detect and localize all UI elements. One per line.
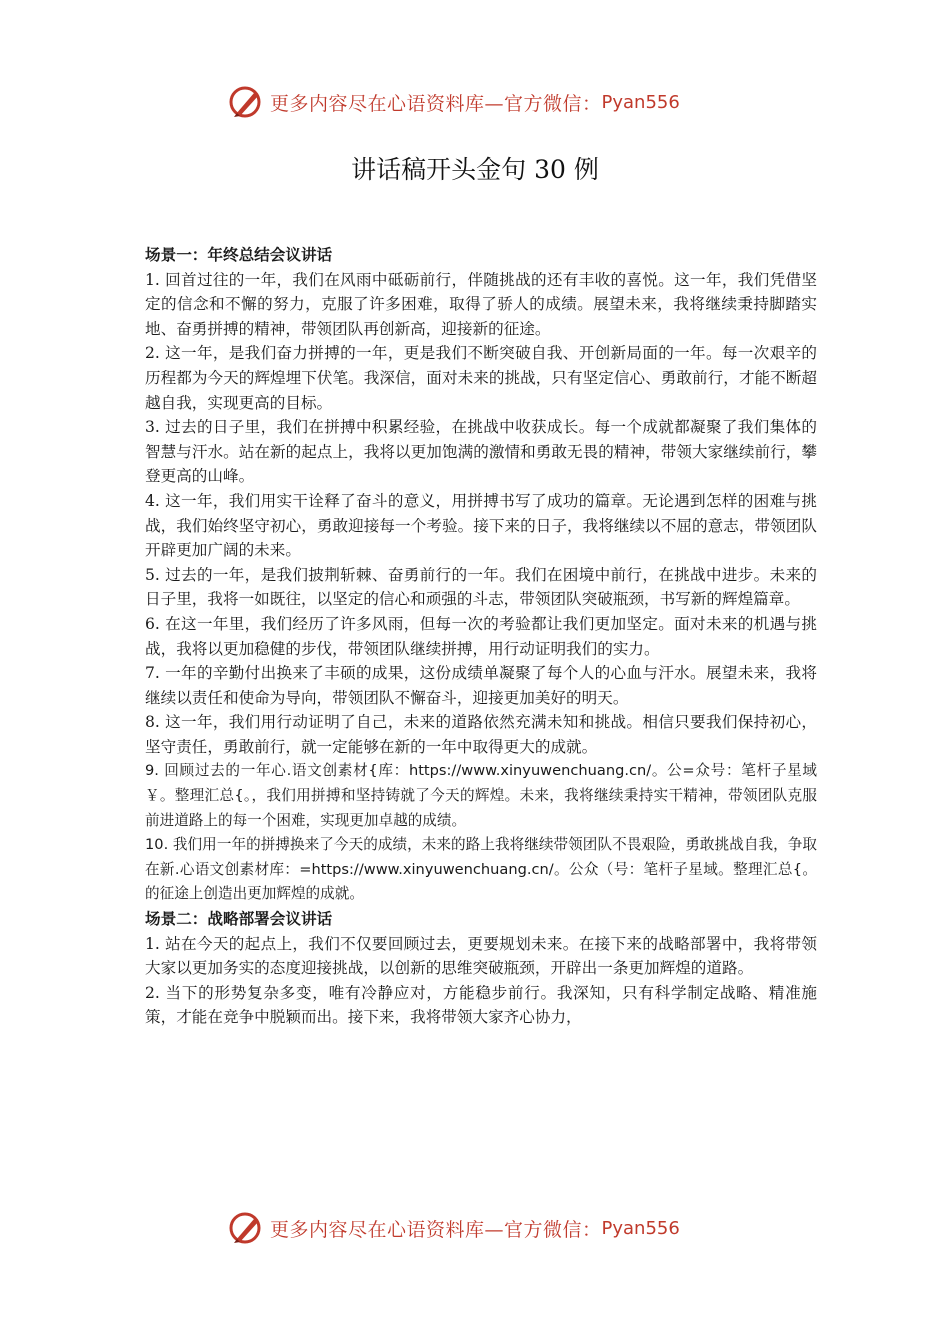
paragraph: 7. 一年的辛勤付出换来了丰硕的成果，这份成绩单凝聚了每个人的心血与汗水。展望未来，我将继续以责任和使命为导向，带领团队不懈奋斗，迎接更加美好的明天。 [145,664,817,707]
page-title: 讲话稿开头金句 30 例 [351,155,599,184]
paragraph: 2. 这一年，是我们奋力拼搏的一年，更是我们不断突破自我、开创新局面的一年。每一次艰辛的历程都为今天的辉煌埋下伏笔。我深信，面对未来的挑战，只有坚定信心、勇敢前行，才能不断超越自我，实现更高的目标。 [145,344,817,412]
paragraph: 3. 过去的日子里，我们在拼搏中积累经验，在挑战中收获成长。每一个成就都凝聚了我们集体的智慧与汗水。站在新的起点上，我将以更加饱满的激情和勇敢无畏的精神，带领大家继续前行，攀登更高的山峰。 [145,418,817,486]
paragraph: 1. 站在今天的起点上，我们不仅要回顾过去，更要规划未来。在接下来的战略部署中，我将带领大家以更加务实的态度迎接挑战，以创新的思维突破瓶颈，开辟出一条更加辉煌的道路。 [145,934,817,978]
document-body [145,243,817,1030]
watermark-text: 更多内容尽在心语资料库—官方微信： [270,92,602,115]
section-heading: 场景二：战略部署会议讲话 [145,910,333,929]
pen-logo-icon [228,1210,264,1246]
watermark-banner-bottom [228,1208,728,1248]
paragraph: 8. 这一年，我们用行动证明了自己，未来的道路依然充满未知和挑战。相信只要我们保持初心，坚守责任，勇敢前行，就一定能够在新的一年中取得更大的成就。 [145,713,817,756]
watermark-text: 更多内容尽在心语资料库—官方微信： [270,1218,602,1241]
paragraph: 6. 在这一年里，我们经历了许多风雨，但每一次的考验都让我们更加坚定。面对未来的机遇与挑战，我将以更加稳健的步伐，带领团队继续拼搏，用行动证明我们的实力。 [145,614,817,658]
paragraph: 4. 这一年，我们用实干诠释了奋斗的意义，用拼搏书写了成功的篇章。无论遇到怎样的困难与挑战，我们始终坚守初心，勇敢迎接每一个考验。接下来的日子，我将继续以不屈的意志，带领团队开辟更加广阔的未来。 [145,491,817,560]
paragraph: 1. 回首过往的一年，我们在风雨中砥砺前行，伴随挑战的还有丰收的喜悦。这一年，我们凭借坚定的信念和不懈的努力，克服了许多困难，取得了骄人的成绩。展望未来，我将继续秉持脚踏实地、奋勇拼搏的精神，带领团队再创新高，迎接新的征途。 [145,270,817,338]
paragraph: 9. 回顾过去的一年心.语文创素材{库：https://www.xinyuwenchuang.cn/。公=众号：笔杆子星域￥。整理汇总{。，我们用拼搏和坚持铸就了今天的辉煌。未来，我将继续秉持实干精神，带领团队克服前进道路上的每一个困难，实现更加卓越的成绩。 [145,762,817,829]
pen-logo-icon [228,84,264,120]
watermark-id: Pyan556 [601,1217,680,1239]
paragraph: 2. 当下的形势复杂多变，唯有冷静应对，方能稳步前行。我深知，只有科学制定战略、精准施策，才能在竞争中脱颖而出。接下来，我将带领大家齐心协力， [145,983,817,1027]
section-heading: 场景一：年终总结会议讲话 [145,246,333,264]
watermark-banner-top [228,82,728,122]
paragraph: 10. 我们用一年的拼搏换来了今天的成绩，未来的路上我将继续带领团队不畏艰险，勇敢挑战自我，争取在新.心语文创素材库：=https://www.xinyuwenchuang.cn/。公众（号：笔杆子星域。整理汇总{。的征途上创造出更加辉煌的成就。 [145,836,817,903]
watermark-id: Pyan556 [601,91,680,113]
paragraph: 5. 过去的一年，是我们披荆斩棘、奋勇前行的一年。我们在困境中前行，在挑战中进步。未来的日子里，我将一如既往，以坚定的信心和顽强的斗志，带领团队突破瓶颈，书写新的辉煌篇章。 [145,565,817,609]
